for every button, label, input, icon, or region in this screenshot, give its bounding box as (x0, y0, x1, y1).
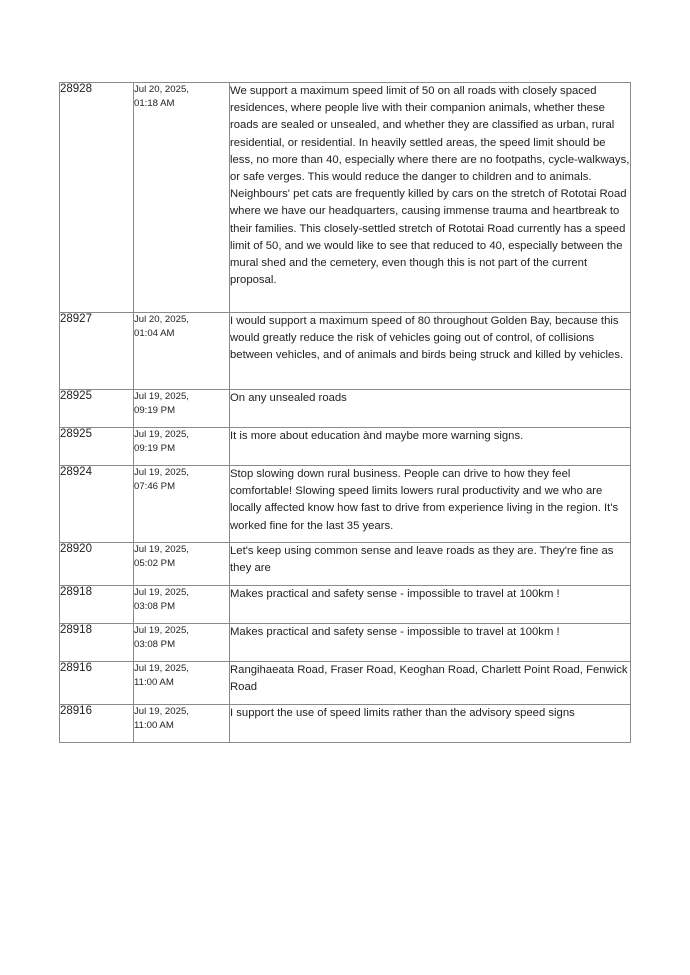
submission-datetime (134, 705, 230, 743)
submission-time: 09:19 PM (134, 442, 176, 454)
table-row (60, 543, 631, 586)
submission-time: 03:08 PM (134, 638, 176, 650)
table-row (60, 313, 631, 390)
table-row (60, 390, 631, 428)
submission-datetime (134, 662, 230, 705)
submission-text: Rangihaeata Road, Fraser Road, Keoghan Road, Charlett Point Road, Fenwick Road (230, 662, 631, 705)
submissions-table (59, 82, 631, 743)
submission-text: I support the use of speed limits rather than the advisory speed signs (230, 705, 631, 743)
submission-date: Jul 19, 2025, (134, 587, 189, 598)
submission-text: Makes practical and safety sense - impossible to travel at 100km ! (230, 624, 631, 662)
submission-time: 01:18 AM (134, 97, 175, 109)
submission-date: Jul 19, 2025, (134, 625, 189, 636)
table-row (60, 466, 631, 543)
submission-date: Jul 20, 2025, (134, 314, 189, 325)
submission-id: 28925 (60, 390, 134, 428)
submission-time: 11:00 AM (134, 676, 174, 688)
submission-text: Stop slowing down rural business. People can drive to how they feel comfortable! Slowing speed limits lowers rural productivity and we who are locally affected know how fast to drive from experience living in the region. It's worked fine for the last 35 years. (230, 466, 631, 543)
submission-date: Jul 19, 2025, (134, 391, 189, 402)
submission-id: 28916 (60, 705, 134, 743)
submission-date: Jul 19, 2025, (134, 544, 189, 555)
submission-id: 28920 (60, 543, 134, 586)
table-row (60, 624, 631, 662)
submission-date: Jul 19, 2025, (134, 467, 189, 478)
submission-id: 28925 (60, 428, 134, 466)
submission-text: Makes practical and safety sense - impossible to travel at 100km ! (230, 586, 631, 624)
submission-text: Let's keep using common sense and leave roads as they are. They're fine as they are (230, 543, 631, 586)
submission-datetime (134, 466, 230, 543)
table-row (60, 662, 631, 705)
submission-text: It is more about education ànd maybe more warning signs. (230, 428, 631, 466)
submission-time: 09:19 PM (134, 404, 176, 416)
submission-time: 01:04 AM (134, 327, 175, 339)
submission-date: Jul 20, 2025, (134, 84, 189, 95)
submission-date: Jul 19, 2025, (134, 663, 189, 674)
submission-id: 28918 (60, 624, 134, 662)
submission-text: I would support a maximum speed of 80 throughout Golden Bay, because this would greatly reduce the risk of vehicles going out of control, of collisions between vehicles, and of animals and birds being struck and killed by vehicles. (230, 313, 631, 390)
submission-id: 28924 (60, 466, 134, 543)
submission-text: We support a maximum speed limit of 50 on all roads with closely spaced residences, where people live with their companion animals, whether these roads are sealed or unsealed, and whether they are classified as urban, rural residential, or residential. In heavily settled areas, the speed limit should be less, no more than 40, especially where there are no footpaths, cycle-walkways, or safe verges. This would reduce the danger to children and to animals. Neighbours' pet cats are frequently killed by cars on the stretch of Rototai Road where we have our headquarters, causing immense trauma and heartbreak to their families. This closely-settled stretch of Rototai Road currently has a speed limit of 50, and we would like to see that reduced to 40, especially between the mural shed and the cemetery, even though this is not part of the current proposal. (230, 83, 631, 313)
submission-time: 03:08 PM (134, 600, 176, 612)
submission-datetime (134, 428, 230, 466)
submission-date: Jul 19, 2025, (134, 429, 189, 440)
submission-datetime (134, 83, 230, 313)
table-row (60, 83, 631, 313)
submission-datetime (134, 390, 230, 428)
submission-datetime (134, 313, 230, 390)
submission-id: 28928 (60, 83, 134, 313)
submission-id: 28927 (60, 313, 134, 390)
submission-time: 05:02 PM (134, 557, 176, 569)
submission-id: 28916 (60, 662, 134, 705)
table-row (60, 586, 631, 624)
submission-id: 28918 (60, 586, 134, 624)
table-row (60, 428, 631, 466)
submission-datetime (134, 586, 230, 624)
submission-time: 07:46 PM (134, 480, 176, 492)
submission-date: Jul 19, 2025, (134, 706, 189, 717)
submission-datetime (134, 624, 230, 662)
table-row (60, 705, 631, 743)
submission-text: On any unsealed roads (230, 390, 631, 428)
submission-datetime (134, 543, 230, 586)
submission-time: 11:00 AM (134, 719, 174, 731)
